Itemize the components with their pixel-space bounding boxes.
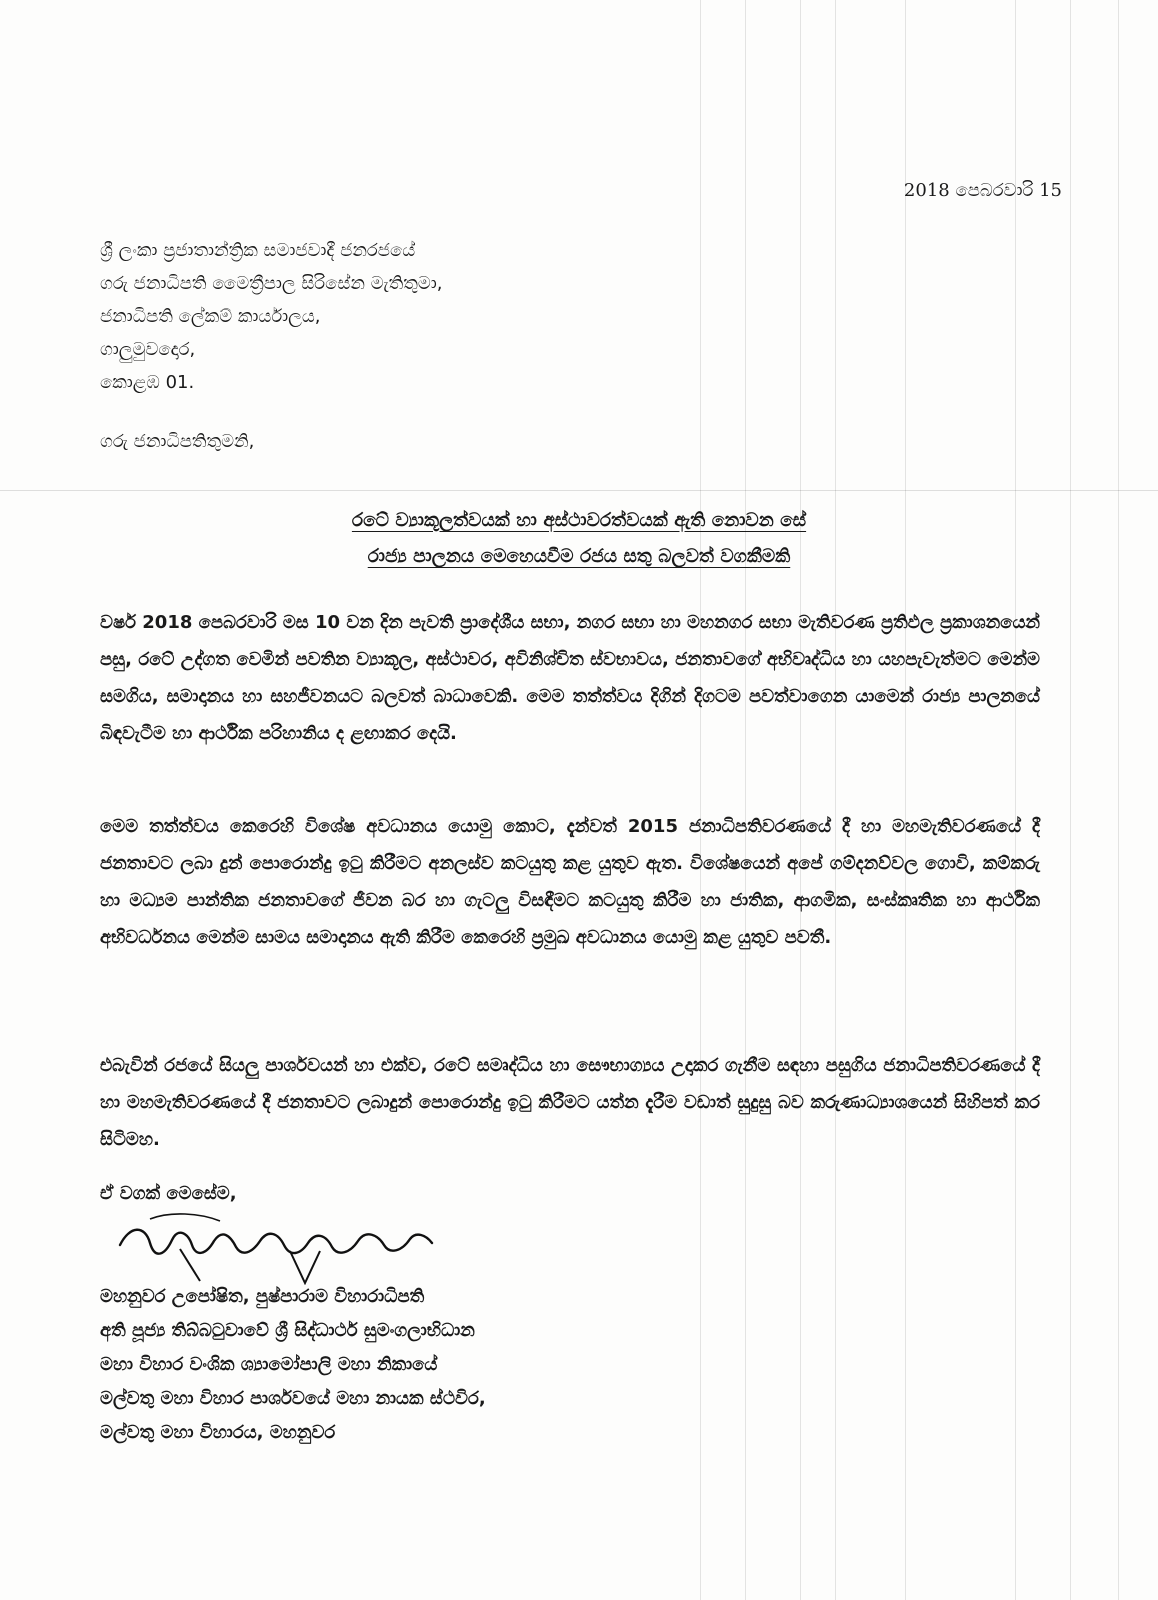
signatory-block xyxy=(100,1280,486,1450)
subject-line: රටේ ව්‍යාකූලත්වයක් හා අස්ථාවරත්වයක් ඇති නොවන සේ xyxy=(351,510,807,531)
signatory-line: මල්වතු මහා විහාරය, මහනුවර xyxy=(100,1422,336,1443)
scan-artifact-line xyxy=(745,0,746,1600)
address-line: ගරු ජනාධිපති මෛත්‍රීපාල සිරිසේන මැතිතුමා, xyxy=(100,273,443,294)
scan-artifact-line xyxy=(0,490,1158,491)
closing-phrase: ඒ වගක් මෙසේම, xyxy=(100,1183,237,1204)
scan-artifact-line xyxy=(905,0,906,1600)
signatory-line: මල්වතු මහා විහාර පාර්ශවයේ මහා නායක ස්ථවිර, xyxy=(100,1388,486,1409)
body-paragraph: වර්ෂ 2018 පෙබරවාරි මස 10 වන දින පැවති ප්‍රාදේශීය සභා, නගර සභා හා මහනගර සභා මැතිවරණ ප්‍රතිඵල ප්‍රකාශනයෙන් පසු, රටේ උද්ගත වෙමින් පවතින ව්‍යාකූල, අස්ථාවර, අවිනිශ්චිත ස්වභාවය, ජනතාවගේ අභිවෘද්ධිය හා යහපැවැත්මට මෙන්ම සමගිය, සමාදානය හා සහජීවනයට බලවත් බාධාවෙකි. මෙම තත්ත්වය දිගින් දිගටම පවත්වාගෙන යාමෙන් රාජ්‍ය පාලනයේ බිඳවැටීම හා ආර්ථික පරිහානිය ද ළඟාකර දෙයි. xyxy=(100,612,1040,744)
scan-artifact-line xyxy=(1015,0,1016,1600)
subject-line: රාජ්‍ය පාලනය මෙහෙයවීම රජය සතු බලවත් වගකීමකි xyxy=(367,546,791,567)
handwritten-signature xyxy=(110,1205,450,1285)
signatory-line: මහා විහාර වංශික ශ්‍යාමෝපාලි මහා නිකායේ xyxy=(100,1354,438,1375)
body-paragraph: එබැවින් රජයේ සියලු පාර්ශවයන් හා එක්ව, රටේ සමෘද්ධිය හා සෞභාග්‍යය උදාකර ගැනීම සඳහා පසුගිය ජනාධිපතිවරණයේ දී හා මහමැතිවරණයේ දී ජනතාවට ලබාදුන් පොරොන්දු ඉටු කිරීමට යත්න දැරීම වඩාත් සුදුසු බව කරුණාධ්‍යාශයෙන් සිහිපත් කර සිටිමහ. xyxy=(100,1055,1040,1150)
signatory-line: මහනුවර උපෝෂිත, පුෂ්පාරාම විහාරාධිපති xyxy=(100,1286,425,1307)
recipient-address xyxy=(100,234,442,399)
scan-artifact-line xyxy=(1070,0,1071,1600)
scan-artifact-line xyxy=(835,0,836,1600)
subject-heading xyxy=(0,503,1158,575)
body-paragraph: මෙම තත්ත්වය කෙරෙහි විශේෂ අවධානය යොමු කොට, දැන්වත් 2015 ජනාධිපතිවරණයේ දී හා මහමැතිවරණයේ දී ජනතාවට ලබා දුන් පොරොන්දු ඉටු කිරීමට අනලස්ව කටයුතු කළ යුතුව ඇත. විශේෂයෙන් අපේ ගම්දනව්වල ගොවි, කම්කරු හා මධ්‍යම පාන්තික ජනතාවගේ ජීවන බර හා ගැටලු විසඳීමට කටයුතු කිරීම හා ජාතික, ආගමික, සංස්කෘතික හා ආර්ථික අභිවර්ධනය මෙන්ම සාමය සමාදානය ඇති කිරීම කෙරෙහි ප්‍රමුඛ අවධානය යොමු කළ යුතුව පවතී. xyxy=(100,816,1040,948)
salutation: ගරු ජනාධිපතිතුමනි, xyxy=(100,431,255,452)
scan-artifact-line xyxy=(800,0,801,1600)
signatory-line: අති පූජ්‍ය තිබ්බටුවාවේ ශ්‍රී සිද්ධාර්ථ සුමංගලාභිධාන xyxy=(100,1320,475,1341)
address-line: කොළඹ 01. xyxy=(100,372,195,393)
address-line: ගාලුමුවදොර, xyxy=(100,339,196,360)
scan-artifact-line xyxy=(700,0,701,1600)
address-line: ජනාධිපති ලේකම් කාර්යාලය, xyxy=(100,306,321,327)
address-line: ශ්‍රී ලංකා ප්‍රජාතාන්ත්‍රික සමාජවාදී ජනරජයේ xyxy=(100,240,416,261)
scan-artifact-line xyxy=(1118,0,1119,1600)
letter-date: 2018 පෙබරවාරි 15 xyxy=(903,180,1062,201)
